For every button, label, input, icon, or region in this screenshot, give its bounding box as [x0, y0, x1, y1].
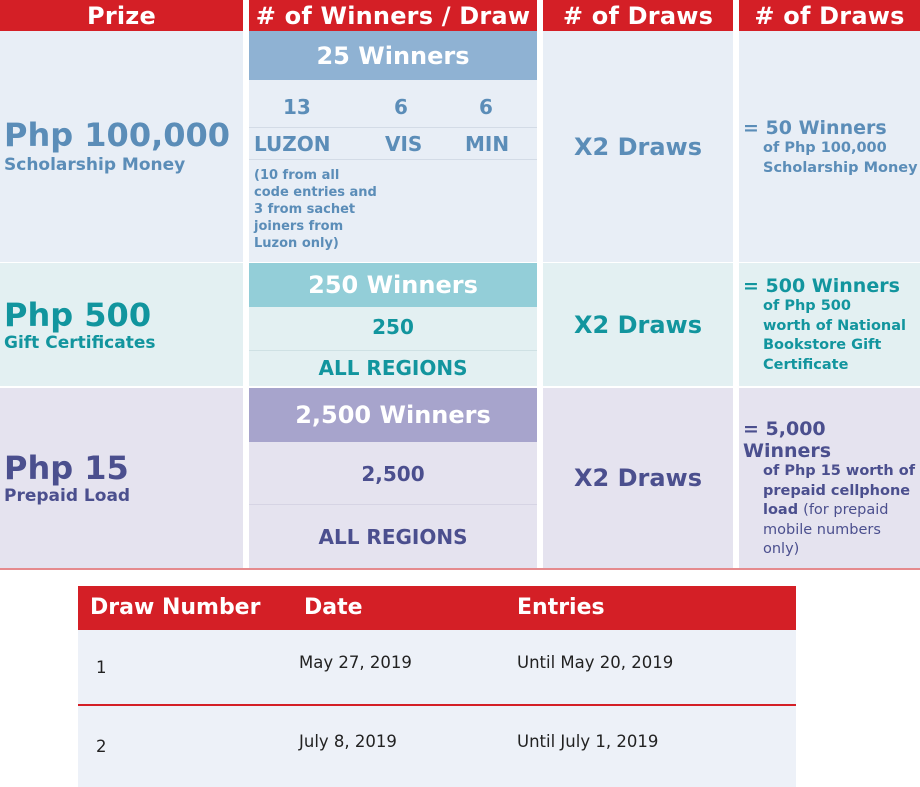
row1-min-label: MIN [465, 132, 510, 156]
row1-draws-cell [543, 31, 733, 262]
row3-total-cell [739, 388, 920, 568]
row1-vis-count: 6 [394, 95, 408, 119]
header-entries: Entries [517, 595, 605, 620]
row2-prize-subtitle: Gift Certificates [4, 333, 156, 353]
row3-total: = 5,000 Winners of Php 15 worth of prepaid cellphone load (for prepaid mobile numbers only) [743, 418, 916, 557]
draw-entries: Until May 20, 2019 [517, 653, 674, 672]
draw-table-header [78, 586, 796, 630]
header-prize: Prize [0, 0, 243, 31]
row1-luzon-count: 13 [283, 95, 311, 119]
draw-entries: Until July 1, 2019 [517, 732, 659, 751]
row2-prize-amount: Php 500 [4, 296, 152, 334]
row3-prize-cell [0, 388, 243, 568]
row1-total-cell [739, 31, 920, 262]
row2-winners-banner: 250 Winners [249, 263, 537, 307]
row3-prize-amount: Php 15 [4, 449, 129, 487]
row2-count: 250 [372, 315, 414, 339]
row2-draws: X2 Draws [574, 310, 702, 339]
header-date: Date [304, 595, 363, 620]
draw-number: 1 [96, 658, 107, 677]
draw-date: July 8, 2019 [299, 732, 397, 751]
table-row [78, 630, 796, 704]
draw-number: 2 [96, 737, 107, 756]
row2-total-cell [739, 263, 920, 386]
row2-winners-cell [249, 263, 537, 386]
header-num-draws: # of Draws [543, 0, 733, 31]
row3-prize-subtitle: Prepaid Load [4, 486, 131, 506]
row3-count: 2,500 [361, 462, 425, 486]
row2-prize-cell [0, 263, 243, 386]
row3-divider [249, 504, 537, 505]
row3-draws-cell [543, 388, 733, 568]
table-row [78, 706, 796, 787]
row1-draws: X2 Draws [574, 132, 702, 161]
row3-winners-cell [249, 388, 537, 568]
row2-total: = 500 Winners of Php 500 worth of National Bookstore Gift Certificate [743, 275, 906, 373]
table-bottom-rule [0, 568, 920, 570]
row3-regions: ALL REGIONS [318, 525, 468, 549]
row1-winners-cell [249, 31, 537, 262]
row1-min-count: 6 [479, 95, 493, 119]
row3-draws: X2 Draws [574, 464, 702, 492]
row1-divider-2 [249, 159, 537, 160]
draw-date: May 27, 2019 [299, 653, 412, 672]
row1-note: (10 from all code entries and 3 from sachet joiners from Luzon only) [254, 168, 377, 251]
header-num-draws-2: # of Draws [739, 0, 920, 31]
row1-winners-banner: 25 Winners [249, 31, 537, 80]
row1-vis-label: VIS [385, 132, 423, 156]
row1-divider [249, 127, 537, 128]
row2-regions: ALL REGIONS [318, 356, 468, 380]
row2-divider [249, 350, 537, 351]
row1-luzon-label: LUZON [254, 132, 331, 156]
row1-prize-amount: Php 100,000 [4, 116, 231, 154]
row3-winners-banner: 2,500 Winners [249, 388, 537, 442]
header-draw-number: Draw Number [90, 595, 261, 620]
header-winners-per-draw: # of Winners / Draw [249, 0, 537, 31]
row1-prize-cell [0, 31, 243, 262]
row2-draws-cell [543, 263, 733, 386]
row1-prize-subtitle: Scholarship Money [4, 155, 186, 175]
row1-total: = 50 Winners of Php 100,000 Scholarship Money [743, 117, 918, 176]
